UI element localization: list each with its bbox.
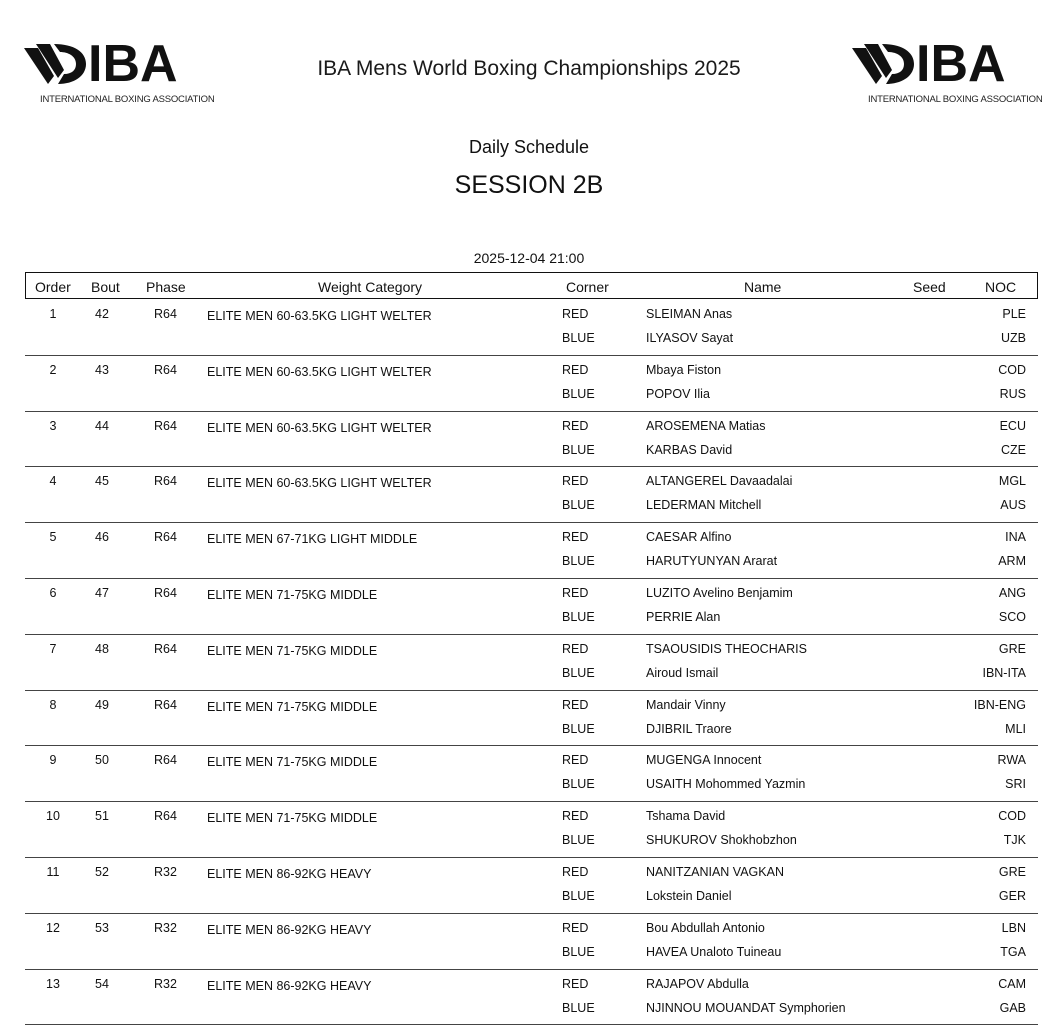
red-noc: MGL: [998, 474, 1026, 489]
blue-noc: RUS: [999, 386, 1026, 401]
bout-number: 46: [95, 530, 109, 545]
blue-noc: SCO: [998, 609, 1026, 624]
bout-order: 13: [46, 976, 60, 991]
bout-order: 10: [46, 809, 60, 824]
bout-number: 51: [95, 809, 109, 824]
red-corner: RED: [562, 362, 589, 377]
blue-noc: UZB: [1001, 331, 1026, 345]
bout-weight-category: ELITE MEN 86-92KG HEAVY: [207, 866, 372, 881]
table-row: [25, 579, 1038, 635]
table-row: [25, 467, 1038, 523]
bout-number: 45: [95, 474, 109, 489]
red-noc: CAM: [998, 976, 1026, 991]
bout-order: 2: [49, 362, 57, 377]
red-corner: RED: [562, 418, 589, 433]
blue-name: HAVEA Unaloto Tuineau: [646, 944, 782, 959]
red-corner: RED: [562, 307, 589, 321]
red-noc: ANG: [998, 585, 1026, 600]
bout-weight-category: ELITE MEN 71-75KG MIDDLE: [207, 811, 378, 826]
blue-corner: BLUE: [562, 944, 595, 959]
blue-name: LEDERMAN Mitchell: [646, 498, 762, 513]
red-corner: RED: [562, 641, 589, 656]
table-row: [25, 300, 1038, 356]
red-corner: RED: [562, 474, 589, 489]
bout-number: 53: [95, 920, 109, 935]
col-order: Order: [35, 279, 71, 295]
red-name: Bou Abdullah Antonio: [646, 920, 765, 935]
logo-wordmark: IBA: [916, 35, 1006, 93]
bout-weight-category: ELITE MEN 86-92KG HEAVY: [207, 922, 372, 937]
red-name: Mandair Vinny: [646, 697, 726, 712]
red-name: SLEIMAN Anas: [646, 307, 733, 321]
bout-phase: R64: [154, 307, 177, 321]
red-name: Tshama David: [646, 809, 726, 824]
blue-noc: CZE: [1001, 442, 1026, 457]
red-name: RAJAPOV Abdulla: [646, 976, 749, 991]
bout-order: 5: [49, 530, 57, 545]
bout-phase: R64: [154, 585, 177, 600]
blue-name: Airoud Ismail: [646, 665, 719, 680]
red-corner: RED: [562, 976, 589, 991]
blue-noc: GER: [998, 888, 1026, 903]
bout-number: 54: [95, 976, 109, 991]
red-corner: RED: [562, 530, 589, 545]
red-name: TSAOUSIDIS THEOCHARIS: [646, 641, 807, 656]
blue-corner: BLUE: [562, 442, 595, 457]
blue-corner: BLUE: [562, 609, 595, 624]
blue-corner: BLUE: [562, 777, 595, 792]
table-row: [25, 746, 1038, 802]
bout-order: 9: [49, 753, 57, 768]
schedule-title: Daily Schedule: [468, 137, 590, 157]
blue-corner: BLUE: [562, 498, 595, 513]
bout-phase: R64: [154, 418, 177, 433]
session-datetime: 2025-12-04 21:00: [473, 250, 585, 266]
bout-weight-category: ELITE MEN 71-75KG MIDDLE: [207, 643, 378, 658]
blue-corner: BLUE: [562, 331, 595, 345]
bout-weight-category: ELITE MEN 67-71KG LIGHT MIDDLE: [207, 532, 418, 547]
red-noc: ECU: [999, 418, 1026, 433]
session-title: SESSION 2B: [454, 171, 604, 199]
red-noc: INA: [1005, 530, 1026, 545]
blue-corner: BLUE: [562, 888, 595, 903]
bout-order: 3: [49, 418, 57, 433]
table-row: [25, 691, 1038, 747]
bout-number: 52: [95, 864, 109, 879]
table-header: [25, 272, 1038, 299]
red-corner: RED: [562, 920, 589, 935]
red-noc: GRE: [998, 864, 1026, 879]
bout-phase: R64: [154, 474, 177, 489]
bout-number: 43: [95, 362, 109, 377]
bout-number: 42: [95, 307, 109, 321]
table-row: [25, 356, 1038, 412]
col-corner: Corner: [566, 279, 609, 295]
red-corner: RED: [562, 864, 589, 879]
bout-phase: R32: [154, 864, 177, 879]
blue-corner: BLUE: [562, 833, 595, 848]
red-noc: PLE: [1002, 307, 1026, 321]
blue-name: NJINNOU MOUANDAT Symphorien: [646, 1000, 846, 1015]
bout-weight-category: ELITE MEN 71-75KG MIDDLE: [207, 755, 378, 770]
bout-phase: R64: [154, 753, 177, 768]
blue-name: KARBAS David: [646, 442, 733, 457]
bout-phase: R64: [154, 697, 177, 712]
col-seed: Seed: [913, 279, 946, 295]
blue-noc: IBN-ITA: [982, 665, 1026, 680]
bout-order: 12: [46, 920, 60, 935]
bout-order: 7: [49, 641, 57, 656]
logo-subtitle: INTERNATIONAL BOXING ASSOCIATION: [868, 94, 1043, 105]
red-name: ALTANGEREL Davaadalai: [646, 474, 793, 489]
bout-phase: R64: [154, 641, 177, 656]
blue-noc: GAB: [999, 1000, 1026, 1015]
bout-number: 47: [95, 585, 109, 600]
bout-phase: R64: [154, 530, 177, 545]
bout-order: 6: [49, 585, 57, 600]
table-row: [25, 970, 1038, 1026]
bout-number: 50: [95, 753, 109, 768]
blue-corner: BLUE: [562, 386, 595, 401]
logo-wordmark: IBA: [88, 35, 178, 93]
blue-corner: BLUE: [562, 665, 595, 680]
bout-number: 44: [95, 418, 109, 433]
red-noc: RWA: [997, 753, 1026, 768]
bout-weight-category: ELITE MEN 71-75KG MIDDLE: [207, 587, 378, 602]
red-noc: LBN: [1001, 920, 1026, 935]
bout-number: 49: [95, 697, 109, 712]
blue-noc: SRI: [1005, 777, 1026, 792]
blue-corner: BLUE: [562, 554, 595, 569]
red-name: MUGENGA Innocent: [646, 753, 762, 768]
red-noc: COD: [998, 809, 1026, 824]
bout-weight-category: ELITE MEN 60-63.5KG LIGHT WELTER: [207, 476, 432, 491]
blue-noc: MLI: [1005, 721, 1026, 736]
blue-name: DJIBRIL Traore: [646, 721, 732, 736]
blue-corner: BLUE: [562, 721, 595, 736]
blue-name: USAITH Mohommed Yazmin: [646, 777, 806, 792]
blue-name: ILYASOV Sayat: [646, 331, 734, 345]
table-row: [25, 802, 1038, 858]
bout-table: [25, 300, 1038, 1025]
bout-weight-category: ELITE MEN 71-75KG MIDDLE: [207, 699, 378, 714]
table-row: [25, 523, 1038, 579]
red-noc: COD: [998, 362, 1026, 377]
col-bout: Bout: [91, 279, 120, 295]
red-noc: IBN-ENG: [973, 697, 1026, 712]
red-corner: RED: [562, 753, 589, 768]
blue-noc: ARM: [998, 554, 1026, 569]
red-corner: RED: [562, 809, 589, 824]
red-name: AROSEMENA Matias: [646, 418, 766, 433]
bout-order: 4: [49, 474, 57, 489]
red-name: Mbaya Fiston: [646, 362, 722, 377]
blue-noc: TGA: [1000, 944, 1026, 959]
blue-noc: AUS: [1000, 498, 1026, 513]
col-name: Name: [744, 279, 782, 295]
red-noc: GRE: [998, 641, 1026, 656]
bout-weight-category: ELITE MEN 86-92KG HEAVY: [207, 978, 372, 993]
bout-phase: R32: [154, 920, 177, 935]
table-row: [25, 858, 1038, 914]
blue-noc: TJK: [1003, 833, 1026, 848]
col-phase: Phase: [146, 279, 186, 295]
logo-subtitle: INTERNATIONAL BOXING ASSOCIATION: [40, 94, 215, 105]
blue-name: PERRIE Alan: [646, 609, 721, 624]
col-weight-category: Weight Category: [318, 279, 423, 295]
bout-number: 48: [95, 641, 109, 656]
blue-corner: BLUE: [562, 1000, 595, 1015]
bout-order: 8: [49, 697, 57, 712]
bout-phase: R32: [154, 976, 177, 991]
red-corner: RED: [562, 585, 589, 600]
red-name: CAESAR Alfino: [646, 530, 732, 545]
red-corner: RED: [562, 697, 589, 712]
bout-weight-category: ELITE MEN 60-63.5KG LIGHT WELTER: [207, 364, 432, 379]
bout-phase: R64: [154, 362, 177, 377]
bout-phase: R64: [154, 809, 177, 824]
table-row: [25, 635, 1038, 691]
bout-weight-category: ELITE MEN 60-63.5KG LIGHT WELTER: [207, 420, 432, 435]
table-row: [25, 412, 1038, 468]
blue-name: SHUKUROV Shokhobzhon: [646, 833, 797, 848]
bout-weight-category: ELITE MEN 60-63.5KG LIGHT WELTER: [207, 309, 432, 323]
col-noc: NOC: [985, 279, 1017, 295]
red-name: LUZITO Avelino Benjamim: [646, 585, 793, 600]
blue-name: Lokstein Daniel: [646, 888, 732, 903]
red-name: NANITZANIAN VAGKAN: [646, 864, 784, 879]
bout-order: 11: [46, 864, 60, 879]
table-row: [25, 914, 1038, 970]
event-title: IBA Mens World Boxing Championships 2025: [317, 57, 741, 80]
blue-name: POPOV Ilia: [646, 386, 710, 401]
blue-name: HARUTYUNYAN Ararat: [646, 554, 778, 569]
bout-order: 1: [49, 307, 57, 321]
